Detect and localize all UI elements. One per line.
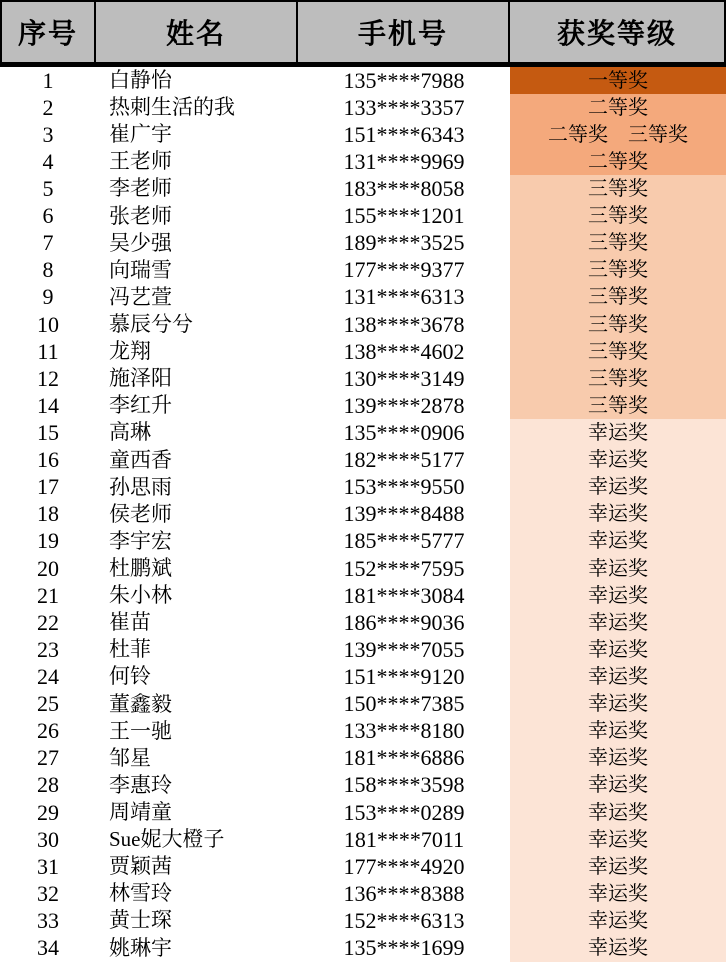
prize-cell: 幸运奖 <box>510 609 726 636</box>
phone-cell: 139****8488 <box>343 501 465 527</box>
serial-cell: 4 <box>42 148 54 174</box>
table-row <box>0 636 726 663</box>
serial-cell: 5 <box>42 175 54 201</box>
phone-cell: 150****7385 <box>343 691 465 717</box>
prize-cell: 三等奖 <box>510 311 726 338</box>
name-cell: 林雪玲 <box>109 881 172 906</box>
phone-cell: 153****0289 <box>343 799 465 825</box>
prize-cell: 幸运奖 <box>510 501 726 528</box>
table-row <box>0 582 726 609</box>
serial-cell: 18 <box>37 501 59 527</box>
prize-cell: 幸运奖 <box>510 447 726 474</box>
name-cell: 杜鹏斌 <box>109 556 172 581</box>
header-cell-serial: 序号 <box>2 2 96 62</box>
name-cell: 黄士琛 <box>109 908 172 933</box>
serial-cell: 21 <box>37 582 59 608</box>
phone-cell: 136****8388 <box>343 880 465 906</box>
table-row <box>0 94 726 121</box>
phone-cell: 139****7055 <box>343 636 465 662</box>
phone-cell: 138****3678 <box>343 311 465 337</box>
table-row <box>0 853 726 880</box>
serial-cell: 3 <box>42 121 54 147</box>
name-cell: 吴少强 <box>109 230 172 255</box>
prize-cell: 三等奖 <box>510 338 726 365</box>
phone-cell: 131****6313 <box>343 284 465 310</box>
prize-cell: 幸运奖 <box>510 582 726 609</box>
name-cell: 向瑞雪 <box>109 257 172 282</box>
name-cell: 崔广宇 <box>109 122 172 147</box>
table-row <box>0 718 726 745</box>
name-cell: 杜菲 <box>109 637 151 662</box>
serial-cell: 28 <box>37 772 59 798</box>
phone-cell: 130****3149 <box>343 365 465 391</box>
serial-cell: 17 <box>37 474 59 500</box>
phone-cell: 138****4602 <box>343 338 465 364</box>
prize-cell: 幸运奖 <box>510 745 726 772</box>
name-cell: Sue妮大橙子 <box>109 827 225 852</box>
name-cell: 周靖童 <box>109 800 172 824</box>
phone-cell: 181****3084 <box>343 582 465 608</box>
phone-cell: 139****2878 <box>343 392 465 418</box>
prize-cell: 三等奖 <box>510 203 726 230</box>
phone-cell: 181****6886 <box>343 745 465 771</box>
name-cell: 李宇宏 <box>109 528 172 553</box>
phone-cell: 181****7011 <box>343 826 465 852</box>
table-row <box>0 284 726 311</box>
name-cell: 张老师 <box>109 203 172 228</box>
phone-cell: 153****9550 <box>343 474 465 500</box>
prize-cell: 二等奖 <box>510 94 726 121</box>
prize-cell: 幸运奖 <box>510 718 726 745</box>
name-cell: 何铃 <box>109 664 151 689</box>
prize-cell: 幸运奖 <box>510 799 726 826</box>
table-row <box>0 691 726 718</box>
serial-cell: 8 <box>42 257 54 283</box>
serial-cell: 25 <box>37 691 59 717</box>
prize-cell: 三等奖 <box>510 175 726 202</box>
phone-cell: 151****9120 <box>343 663 465 689</box>
serial-cell: 2 <box>42 94 54 120</box>
serial-cell: 26 <box>37 718 59 744</box>
prize-cell: 三等奖 <box>510 365 726 392</box>
name-cell: 贾颖茜 <box>109 854 172 879</box>
prize-cell: 一等奖 <box>510 67 726 94</box>
header-cell-name: 姓名 <box>96 2 298 62</box>
name-cell: 崔苗 <box>109 610 151 635</box>
prize-cell: 三等奖 <box>510 230 726 257</box>
name-cell: 李惠玲 <box>109 772 172 797</box>
table-row <box>0 230 726 257</box>
phone-cell: 158****3598 <box>343 772 465 798</box>
name-cell: 邹星 <box>109 745 151 770</box>
table-row <box>0 474 726 501</box>
prize-cell: 幸运奖 <box>510 555 726 582</box>
prize-cell: 幸运奖 <box>510 474 726 501</box>
name-cell: 慕辰兮兮 <box>109 312 193 337</box>
serial-cell: 20 <box>37 555 59 581</box>
table-row <box>0 772 726 799</box>
table-row <box>0 799 726 826</box>
serial-cell: 24 <box>37 663 59 689</box>
table-body <box>0 67 726 962</box>
name-cell: 冯艺萱 <box>109 284 172 309</box>
serial-cell: 9 <box>42 284 54 310</box>
serial-cell: 6 <box>42 203 54 229</box>
phone-cell: 177****9377 <box>343 257 465 283</box>
table-row <box>0 609 726 636</box>
prize-cell: 幸运奖 <box>510 853 726 880</box>
phone-cell: 151****6343 <box>343 121 465 147</box>
table-row <box>0 528 726 555</box>
phone-cell: 152****7595 <box>343 555 465 581</box>
phone-cell: 135****7988 <box>343 67 465 93</box>
name-cell: 董鑫毅 <box>109 691 172 716</box>
serial-cell: 22 <box>37 609 59 635</box>
table-row <box>0 745 726 772</box>
serial-cell: 11 <box>37 338 59 364</box>
serial-cell: 10 <box>37 311 59 337</box>
name-cell: 孙思雨 <box>109 474 172 499</box>
serial-cell: 32 <box>37 880 59 906</box>
table-row <box>0 392 726 419</box>
table-row <box>0 175 726 202</box>
table-row <box>0 935 726 962</box>
phone-cell: 131****9969 <box>343 148 465 174</box>
phone-cell: 152****6313 <box>343 907 465 933</box>
table-row <box>0 880 726 907</box>
name-cell: 王老师 <box>109 149 172 174</box>
serial-cell: 19 <box>37 528 59 554</box>
name-cell: 热刺生活的我 <box>109 95 235 120</box>
phone-cell: 135****0906 <box>343 419 465 445</box>
table-row <box>0 419 726 446</box>
table-row <box>0 826 726 853</box>
name-cell: 朱小林 <box>109 583 172 608</box>
prize-cell: 幸运奖 <box>510 826 726 853</box>
serial-cell: 1 <box>42 67 54 93</box>
serial-cell: 31 <box>37 853 59 879</box>
name-cell: 高琳 <box>109 420 151 445</box>
prize-cell: 二等奖 <box>510 148 726 175</box>
phone-cell: 189****3525 <box>343 230 465 256</box>
prize-cell: 幸运奖 <box>510 691 726 718</box>
prize-cell: 幸运奖 <box>510 772 726 799</box>
serial-cell: 15 <box>37 419 59 445</box>
serial-cell: 34 <box>37 935 59 961</box>
name-cell: 施泽阳 <box>109 366 172 391</box>
table-row <box>0 148 726 175</box>
phone-cell: 135****1699 <box>343 935 465 961</box>
prize-cell: 幸运奖 <box>510 880 726 907</box>
table-row <box>0 447 726 474</box>
table-row <box>0 907 726 934</box>
prize-cell: 二等奖 三等奖 <box>510 121 726 148</box>
table-row <box>0 365 726 392</box>
serial-cell: 30 <box>37 826 59 852</box>
phone-cell: 182****5177 <box>343 447 465 473</box>
name-cell: 姚琳宇 <box>109 935 172 960</box>
phone-cell: 177****4920 <box>343 853 465 879</box>
phone-cell: 155****1201 <box>343 203 465 229</box>
serial-cell: 16 <box>37 447 59 473</box>
table-row <box>0 555 726 582</box>
serial-cell: 23 <box>37 636 59 662</box>
serial-cell: 7 <box>42 230 54 256</box>
prize-cell: 幸运奖 <box>510 935 726 962</box>
prize-cell: 三等奖 <box>510 284 726 311</box>
prize-cell: 幸运奖 <box>510 907 726 934</box>
table-row <box>0 663 726 690</box>
prize-cell: 幸运奖 <box>510 419 726 446</box>
table-row <box>0 67 726 94</box>
phone-cell: 186****9036 <box>343 609 465 635</box>
header-row <box>0 0 726 62</box>
table-row <box>0 203 726 230</box>
header-cell-prize: 获奖等级 <box>556 19 677 50</box>
table-row <box>0 121 726 148</box>
phone-cell: 185****5777 <box>343 528 465 554</box>
header-cell-phone: 手机号 <box>298 2 510 62</box>
table-row <box>0 257 726 284</box>
name-cell: 童西香 <box>109 447 172 472</box>
name-cell: 王一驰 <box>109 718 172 743</box>
name-cell: 白静怡 <box>109 68 172 93</box>
prize-cell: 三等奖 <box>510 257 726 284</box>
table-row <box>0 501 726 528</box>
name-cell: 龙翔 <box>109 339 151 364</box>
name-cell: 侯老师 <box>109 501 172 526</box>
prize-cell: 幸运奖 <box>510 528 726 555</box>
prize-cell: 幸运奖 <box>510 663 726 690</box>
serial-cell: 14 <box>37 392 59 418</box>
phone-cell: 183****8058 <box>343 175 465 201</box>
name-cell: 李红升 <box>109 393 172 418</box>
serial-cell: 12 <box>37 365 59 391</box>
prize-cell: 幸运奖 <box>510 636 726 663</box>
serial-cell: 33 <box>37 907 59 933</box>
phone-cell: 133****8180 <box>343 718 465 744</box>
table-row <box>0 338 726 365</box>
table-row <box>0 311 726 338</box>
serial-cell: 27 <box>37 745 59 771</box>
phone-cell: 133****3357 <box>343 94 465 120</box>
name-cell: 李老师 <box>109 176 172 201</box>
serial-cell: 29 <box>37 799 59 825</box>
prize-cell: 三等奖 <box>510 392 726 419</box>
